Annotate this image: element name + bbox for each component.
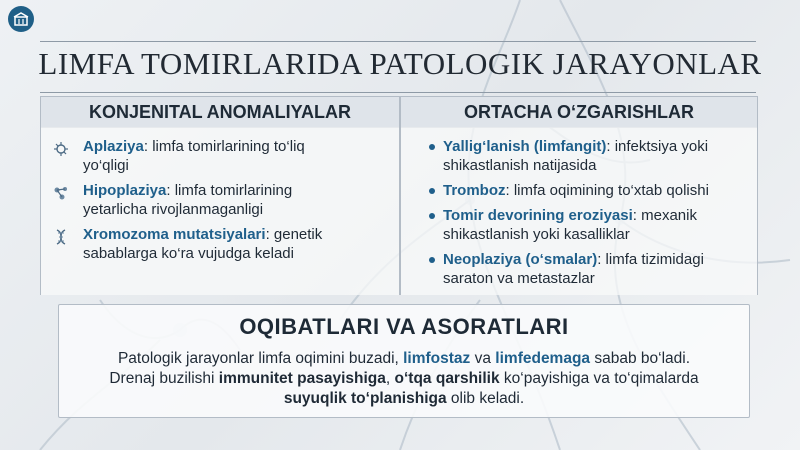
item-text: saraton va metastazlar bbox=[443, 270, 595, 287]
item-text: sabablarga ko‘ra vujudga keladi bbox=[83, 245, 294, 262]
title-divider bbox=[40, 92, 756, 93]
list-item-eroziya bbox=[443, 206, 753, 244]
item-text: : infektsiya yoki bbox=[606, 138, 709, 155]
text-span: olib keladi. bbox=[446, 390, 525, 407]
item-text: : genetik bbox=[265, 226, 323, 243]
top-divider bbox=[40, 41, 756, 42]
text-span: sabab bo‘ladi. bbox=[590, 350, 691, 367]
item-text: yetarlicha rivojlanmaganligi bbox=[83, 201, 264, 218]
molecule-icon bbox=[53, 185, 69, 201]
term-aplaziya: Aplaziya bbox=[83, 138, 144, 155]
text-span: , bbox=[385, 370, 395, 387]
term-neoplaziya: Neoplaziya (o‘smalar) bbox=[443, 251, 598, 268]
text-span: ko‘payishiga bbox=[499, 370, 590, 387]
column-changes bbox=[400, 127, 758, 295]
bullet-icon bbox=[429, 213, 435, 219]
column-header-congenital: KONJENITAL ANOMALIYALAR bbox=[40, 96, 400, 128]
column-congenital bbox=[40, 127, 400, 295]
bullet-icon bbox=[429, 144, 435, 150]
term-limfangit: Yallig‘lanish (limfangit) bbox=[443, 138, 607, 155]
item-text: : limfa oqimining to‘xtab qolishi bbox=[505, 182, 709, 199]
term-eroziya: Tomir devorining eroziyasi bbox=[443, 207, 633, 224]
item-text: : limfa tizimidagi bbox=[597, 251, 704, 268]
term-immunitet: immunitet pasayishiga bbox=[218, 370, 386, 387]
text-span: Patologik jarayonlar limfa oqimini buzadi, bbox=[117, 350, 404, 367]
text-span: va bbox=[470, 350, 496, 367]
item-text: shikastlanish yoki kasalliklar bbox=[443, 226, 630, 243]
term-qarshilik: o‘tqa qarshilik bbox=[394, 370, 500, 387]
column-header-changes: ORTACHA O‘ZGARISHLAR bbox=[400, 96, 758, 128]
term-xromozoma: Xromozoma mutatsiyalari bbox=[83, 226, 266, 243]
bullet-icon bbox=[429, 188, 435, 194]
list-item-neoplaziya bbox=[443, 250, 753, 288]
term-tromboz: Tromboz bbox=[443, 182, 506, 199]
list-item-limfangit bbox=[443, 137, 753, 175]
microbe-icon bbox=[53, 141, 69, 157]
item-text: : limfa tomirlarining bbox=[166, 182, 293, 199]
consequences-card bbox=[58, 304, 750, 418]
item-text: shikastlanish natijasida bbox=[443, 157, 597, 174]
app-logo bbox=[8, 6, 34, 32]
term-limfedema: limfedemaga bbox=[495, 350, 591, 367]
item-text: : limfa tomirlarining to‘liq bbox=[143, 138, 305, 155]
term-limfostaz: limfostaz bbox=[403, 350, 471, 367]
list-item-hipoplaziya bbox=[83, 181, 393, 219]
bullet-icon bbox=[429, 257, 435, 263]
term-hipoplaziya: Hipoplaziya bbox=[83, 182, 167, 199]
item-text: : mexanik bbox=[632, 207, 697, 224]
page-title: LIMFA TOMIRLARIDA PATOLOGIK JARAYONLAR bbox=[38, 46, 762, 81]
consequences-text bbox=[69, 349, 739, 409]
list-item-xromozoma bbox=[83, 225, 393, 263]
dna-icon bbox=[53, 229, 69, 245]
term-suyuqlik: suyuqlik to‘planishiga bbox=[283, 390, 447, 407]
text-span: va to‘qimalarda bbox=[589, 370, 699, 387]
consequences-title: OQIBATLARI VA ASORATLARI bbox=[239, 314, 569, 339]
list-item-aplaziya bbox=[83, 137, 393, 175]
item-text: yo‘qligi bbox=[83, 157, 129, 174]
list-item-tromboz bbox=[443, 181, 753, 200]
building-icon bbox=[13, 11, 29, 27]
text-span: Drenaj buzilishi bbox=[109, 370, 219, 387]
